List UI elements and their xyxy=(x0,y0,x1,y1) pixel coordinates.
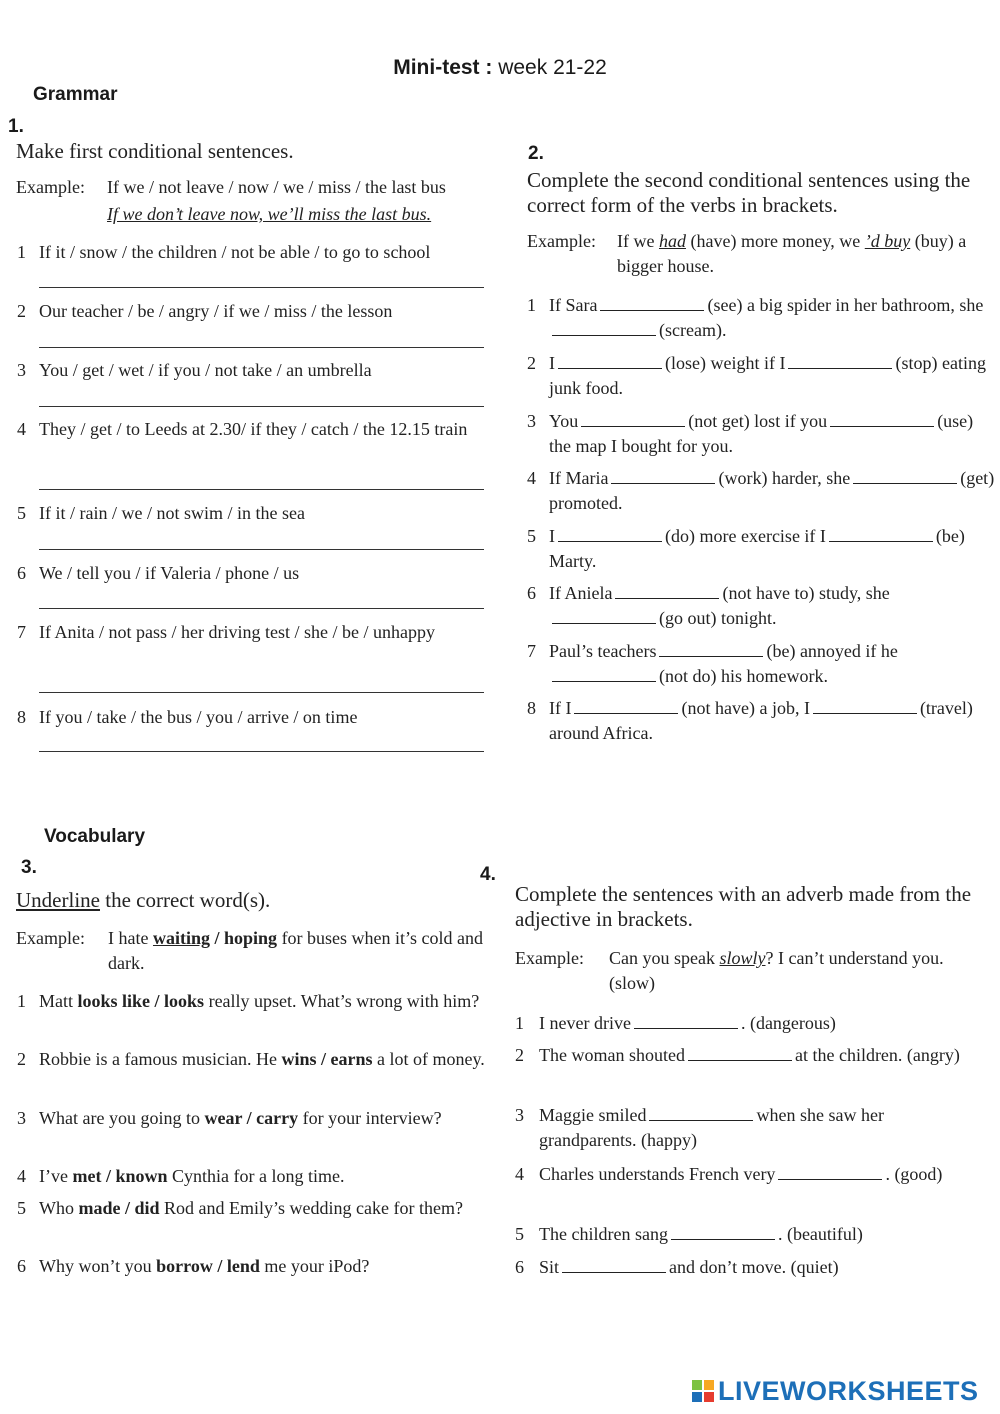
exercise-2-example-label: Example: xyxy=(527,231,596,251)
item-sentence: If Maria (work) harder, she (get) promoted. xyxy=(549,468,995,513)
item-number: 1 xyxy=(515,1013,524,1033)
item-number: 7 xyxy=(17,622,26,642)
item-number: 7 xyxy=(527,641,536,661)
exercise-2-item xyxy=(527,696,998,748)
exercise-2-example: If we had (have) more money, we ’d buy (buy) a bigger house. xyxy=(617,231,967,276)
word-choice[interactable]: wins xyxy=(281,1049,317,1069)
answer-blank[interactable] xyxy=(581,410,685,427)
exercise-4-number: 4. xyxy=(480,864,496,885)
exercise-4-item xyxy=(515,1162,980,1214)
item-number: 5 xyxy=(17,1198,26,1218)
exercise-2-item xyxy=(527,351,998,403)
vocabulary-heading: Vocabulary xyxy=(44,826,146,847)
exercise-1-item xyxy=(17,299,487,351)
exercise-2-item xyxy=(527,639,998,691)
liveworksheets-logo-icon xyxy=(692,1380,714,1402)
exercise-2-item xyxy=(527,581,998,633)
page-title: Mini-test : week 21-22 xyxy=(393,56,607,79)
word-choice[interactable]: borrow xyxy=(156,1256,213,1276)
item-number: 1 xyxy=(527,295,536,315)
answer-blank[interactable] xyxy=(788,352,892,369)
item-sentence: If Aniela (not have to) study, she(go out) tonight. xyxy=(549,583,890,628)
answer-line[interactable] xyxy=(39,608,484,609)
exercise-4-instruction: Complete the sentences with an adverb made from the adjective in brackets. xyxy=(515,882,972,931)
word-choice[interactable]: looks xyxy=(164,991,205,1011)
item-sentence: Sit and don’t move. (quiet) xyxy=(539,1257,839,1277)
item-number: 8 xyxy=(17,707,26,727)
answer-line[interactable] xyxy=(39,549,484,550)
answer-blank[interactable] xyxy=(558,525,662,542)
exercise-3-example: I hate waiting / hoping for buses when it’s cold and dark. xyxy=(108,928,484,973)
exercise-4-example: Can you speak slowly? I can’t understand you. (slow) xyxy=(609,948,944,993)
answer-blank[interactable] xyxy=(634,1012,738,1029)
word-choice[interactable]: looks like xyxy=(77,991,151,1011)
answer-line[interactable] xyxy=(39,692,484,693)
answer-line[interactable] xyxy=(39,751,484,752)
word-choice[interactable]: earns xyxy=(330,1049,373,1069)
exercise-4-item xyxy=(515,1043,980,1095)
word-choice[interactable]: known xyxy=(115,1166,168,1186)
item-prompt: If it / rain / we / not swim / in the sea xyxy=(39,503,305,523)
answer-blank[interactable] xyxy=(574,697,678,714)
exercise-1-item xyxy=(17,358,487,410)
item-number: 1 xyxy=(17,991,26,1011)
item-number: 3 xyxy=(527,411,536,431)
answer-blank[interactable] xyxy=(853,467,957,484)
exercise-1-example-answer: If we don’t leave now, we’ll miss the last bus. xyxy=(107,204,432,224)
item-number: 2 xyxy=(17,1049,26,1069)
answer-blank[interactable] xyxy=(649,1104,753,1121)
exercise-3-item xyxy=(17,1196,487,1248)
answer-blank[interactable] xyxy=(562,1256,666,1273)
item-sentence: The children sang . (beautiful) xyxy=(539,1224,863,1244)
answer-blank[interactable] xyxy=(659,640,763,657)
item-sentence: Robbie is a famous musician. He wins / earns a lot of money. xyxy=(39,1049,485,1069)
item-number: 2 xyxy=(515,1045,524,1065)
grammar-heading: Grammar xyxy=(33,84,118,105)
item-prompt: If Anita / not pass / her driving test / she / be / unhappy xyxy=(39,622,435,642)
item-sentence: What are you going to wear / carry for your interview? xyxy=(39,1108,442,1128)
item-number: 6 xyxy=(17,1256,26,1276)
exercise-1-item xyxy=(17,705,487,757)
exercise-2-number: 2. xyxy=(528,143,544,164)
item-number: 5 xyxy=(17,503,26,523)
exercise-2-item xyxy=(527,524,998,576)
exercise-2-item xyxy=(527,466,998,518)
exercise-2-instruction: Complete the second conditional sentences using the correct form of the verbs in brackets. xyxy=(527,168,971,217)
liveworksheets-logo-text: LIVEWORKSHEETS xyxy=(718,1375,979,1406)
word-choice[interactable]: made xyxy=(78,1198,121,1218)
item-number: 6 xyxy=(515,1257,524,1277)
exercise-1-instruction: Make first conditional sentences. xyxy=(16,139,294,163)
exercise-1-example-text: If we / not leave / now / we / miss / the last bus xyxy=(107,177,446,197)
item-sentence: I (lose) weight if I (stop) eating junk food. xyxy=(549,353,986,398)
exercise-3-item xyxy=(17,1047,487,1099)
item-number: 1 xyxy=(17,242,26,262)
exercise-1-example-label: Example: xyxy=(16,177,85,197)
answer-blank[interactable] xyxy=(552,607,656,624)
answer-blank[interactable] xyxy=(615,582,719,599)
exercise-2-item xyxy=(527,293,998,345)
exercise-4-item xyxy=(515,1255,980,1307)
answer-line[interactable] xyxy=(39,347,484,348)
word-choice[interactable]: lend xyxy=(226,1256,260,1276)
item-sentence: Matt looks like / looks really upset. What’s wrong with him? xyxy=(39,991,480,1011)
item-number: 2 xyxy=(17,301,26,321)
answer-blank[interactable] xyxy=(778,1163,882,1180)
exercise-1-item xyxy=(17,561,487,613)
exercise-4-item xyxy=(515,1103,980,1155)
item-number: 4 xyxy=(17,1166,26,1186)
answer-blank[interactable] xyxy=(552,665,656,682)
exercise-3-item xyxy=(17,989,487,1041)
answer-blank[interactable] xyxy=(671,1223,775,1240)
item-sentence: Paul’s teachers (be) annoyed if he(not do) his homework. xyxy=(549,641,898,686)
answer-blank[interactable] xyxy=(829,525,933,542)
item-sentence: Why won’t you borrow / lend me your iPod? xyxy=(39,1256,370,1276)
item-sentence: Who made / did Rod and Emily’s wedding cake for them? xyxy=(39,1198,463,1218)
item-prompt: Our teacher / be / angry / if we / miss / the lesson xyxy=(39,301,393,321)
item-prompt: We / tell you / if Valeria / phone / us xyxy=(39,563,300,583)
exercise-1-item xyxy=(17,620,487,672)
exercise-3-number: 3. xyxy=(21,857,37,878)
item-number: 5 xyxy=(527,526,536,546)
word-choice[interactable]: did xyxy=(134,1198,160,1218)
item-sentence: I’ve met / known Cynthia for a long time. xyxy=(39,1166,345,1186)
word-choice[interactable]: carry xyxy=(256,1108,299,1128)
item-sentence: I never drive . (dangerous) xyxy=(539,1013,836,1033)
item-number: 4 xyxy=(515,1164,524,1184)
exercise-1-item xyxy=(17,501,487,553)
item-number: 6 xyxy=(527,583,536,603)
item-number: 3 xyxy=(515,1105,524,1125)
item-number: 2 xyxy=(527,353,536,373)
answer-line[interactable] xyxy=(39,406,484,407)
item-number: 4 xyxy=(527,468,536,488)
item-prompt: If you / take / the bus / you / arrive / on time xyxy=(39,707,358,727)
answer-blank[interactable] xyxy=(688,1044,792,1061)
item-sentence: You (not get) lost if you (use) the map I bought for you. xyxy=(549,411,974,456)
exercise-4-example-label: Example: xyxy=(515,948,584,968)
item-number: 8 xyxy=(527,698,536,718)
answer-line[interactable] xyxy=(39,489,484,490)
item-sentence: I (do) more exercise if I (be) Marty. xyxy=(549,526,965,571)
exercise-3-example-label: Example: xyxy=(16,928,85,948)
answer-blank[interactable] xyxy=(600,294,704,311)
item-number: 6 xyxy=(17,563,26,583)
word-choice[interactable]: met xyxy=(72,1166,102,1186)
answer-blank[interactable] xyxy=(558,352,662,369)
item-sentence: Charles understands French very . (good) xyxy=(539,1164,943,1184)
item-prompt: They / get / to Leeds at 2.30/ if they / catch / the 12.15 train xyxy=(39,419,468,439)
word-choice[interactable]: wear xyxy=(204,1108,243,1128)
answer-line[interactable] xyxy=(39,287,484,288)
answer-blank[interactable] xyxy=(830,410,934,427)
answer-blank[interactable] xyxy=(611,467,715,484)
item-number: 4 xyxy=(17,419,26,439)
item-sentence: If I (not have) a job, I (travel) around Africa. xyxy=(549,698,973,743)
exercise-3-instruction: Underline the correct word(s). xyxy=(16,888,271,912)
item-sentence: If Sara (see) a big spider in her bathroom, she(scream). xyxy=(549,295,984,340)
liveworksheets-logo xyxy=(692,1374,992,1408)
answer-blank[interactable] xyxy=(552,319,656,336)
item-number: 3 xyxy=(17,360,26,380)
item-prompt: You / get / wet / if you / not take / an umbrella xyxy=(39,360,372,380)
item-prompt: If it / snow / the children / not be able / to go to school xyxy=(39,242,431,262)
exercise-1-item xyxy=(17,417,487,469)
item-number: 5 xyxy=(515,1224,524,1244)
exercise-1-item xyxy=(17,240,487,292)
item-number: 3 xyxy=(17,1108,26,1128)
item-sentence: The woman shouted at the children. (angry) xyxy=(539,1045,960,1065)
exercise-2-item xyxy=(527,409,998,461)
item-sentence: Maggie smiled when she saw her grandparents. (happy) xyxy=(539,1105,884,1150)
exercise-3-item xyxy=(17,1254,487,1306)
exercise-3-item xyxy=(17,1106,487,1158)
exercise-1-number: 1. xyxy=(8,116,24,137)
answer-blank[interactable] xyxy=(813,697,917,714)
